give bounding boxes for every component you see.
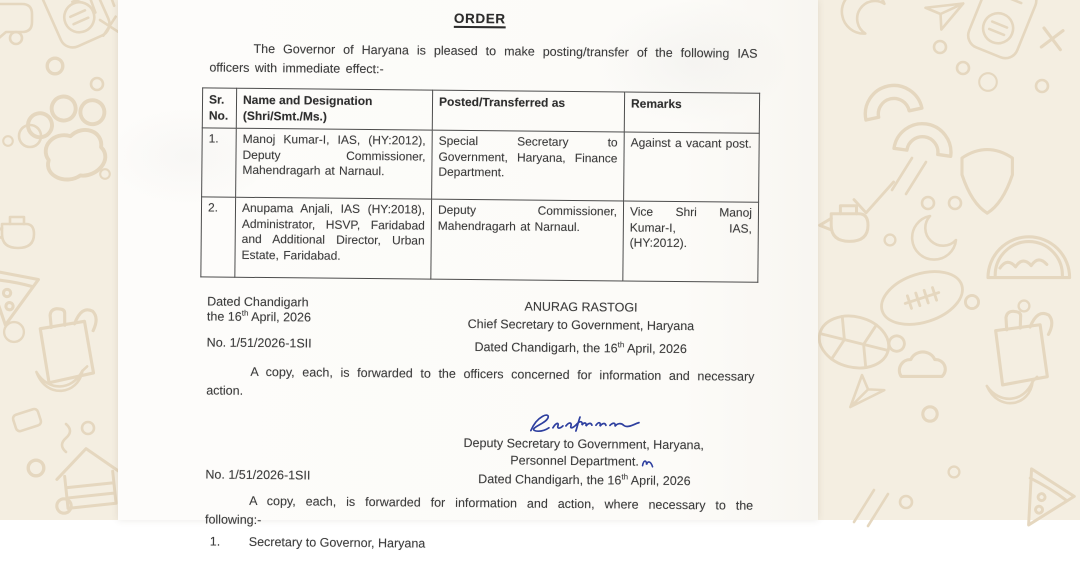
cell-name-designation: Anupama Anjali, IAS (HY:2018), Administrator, HSVP, Faridabad and Additional Director, Urban Estate, Faridabad. [235, 197, 432, 279]
table-row [201, 197, 759, 282]
signatory-block [421, 297, 741, 336]
cell-posted-transferred: Special Secretary to Government, Haryana, Finance Department. [432, 130, 625, 201]
col-header-sr-no: Sr. No. [202, 88, 236, 128]
col-header-name-designation: Name and Designation (Shri/Smt./Ms.) [236, 88, 432, 130]
transfer-table [200, 87, 760, 282]
forwarding-paragraph-2: A copy, each, is forwarded for information and action, where necessary to the following:- [204, 493, 754, 528]
list-item-text: Secretary to Governor, Haryana [248, 534, 426, 551]
signatory-name: ANURAG RASTOGI [524, 299, 638, 315]
table-row [202, 128, 760, 202]
reference-number: No. 1/51/2026-1SII [205, 467, 311, 483]
table-header-row [202, 88, 759, 133]
pen-mark-icon [641, 455, 657, 469]
document-page [118, 0, 818, 551]
document-content [113, 0, 818, 566]
deputy-secretary-title-line1: Deputy Secretary to Government, Haryana, [463, 435, 705, 453]
list-item-number: 1. [209, 534, 221, 549]
cell-sr-no: 2. [201, 197, 236, 277]
dated-place-block [207, 294, 311, 325]
deputy-secretary-title-line2: Personnel Department. [414, 451, 754, 471]
cell-remarks: Vice Shri Manoj Kumar-I, IAS, (HY:2012). [623, 201, 759, 282]
distribution-list-item [205, 532, 753, 556]
dated-place-line1: Dated Chandigarh [207, 294, 309, 310]
reference-number: No. 1/51/2026-1SII [206, 335, 312, 351]
col-header-posted-transferred: Posted/Transferred as [432, 90, 624, 132]
dated-line: Dated Chandigarh, the 16th April, 2026 [478, 472, 691, 489]
intro-paragraph: The Governor of Haryana is pleased to make posting/transfer of the following IAS officers with immediate effect:- [209, 41, 758, 77]
dated-line: Dated Chandigarh, the 16th April, 2026 [474, 340, 687, 357]
dated-place-line2: the 16th April, 2026 [206, 308, 312, 325]
cell-posted-transferred: Deputy Commissioner, Mahendragarh at Narnaul. [431, 199, 624, 281]
document-title: ORDER [453, 10, 506, 27]
signatory-title: Chief Secretary to Government, Haryana [467, 316, 695, 334]
col-header-remarks: Remarks [624, 92, 759, 133]
forwarding-paragraph: A copy, each, is forwarded to the officers concerned for information and necessary action. [206, 364, 755, 398]
cell-sr-no: 1. [202, 128, 237, 197]
cell-remarks: Against a vacant post. [624, 132, 760, 202]
signature-block [414, 408, 755, 470]
cell-name-designation: Manoj Kumar-I, IAS, (HY:2012), Deputy Commissioner, Mahendragarh at Narnaul. [236, 128, 433, 199]
signature-handwriting [523, 410, 645, 439]
